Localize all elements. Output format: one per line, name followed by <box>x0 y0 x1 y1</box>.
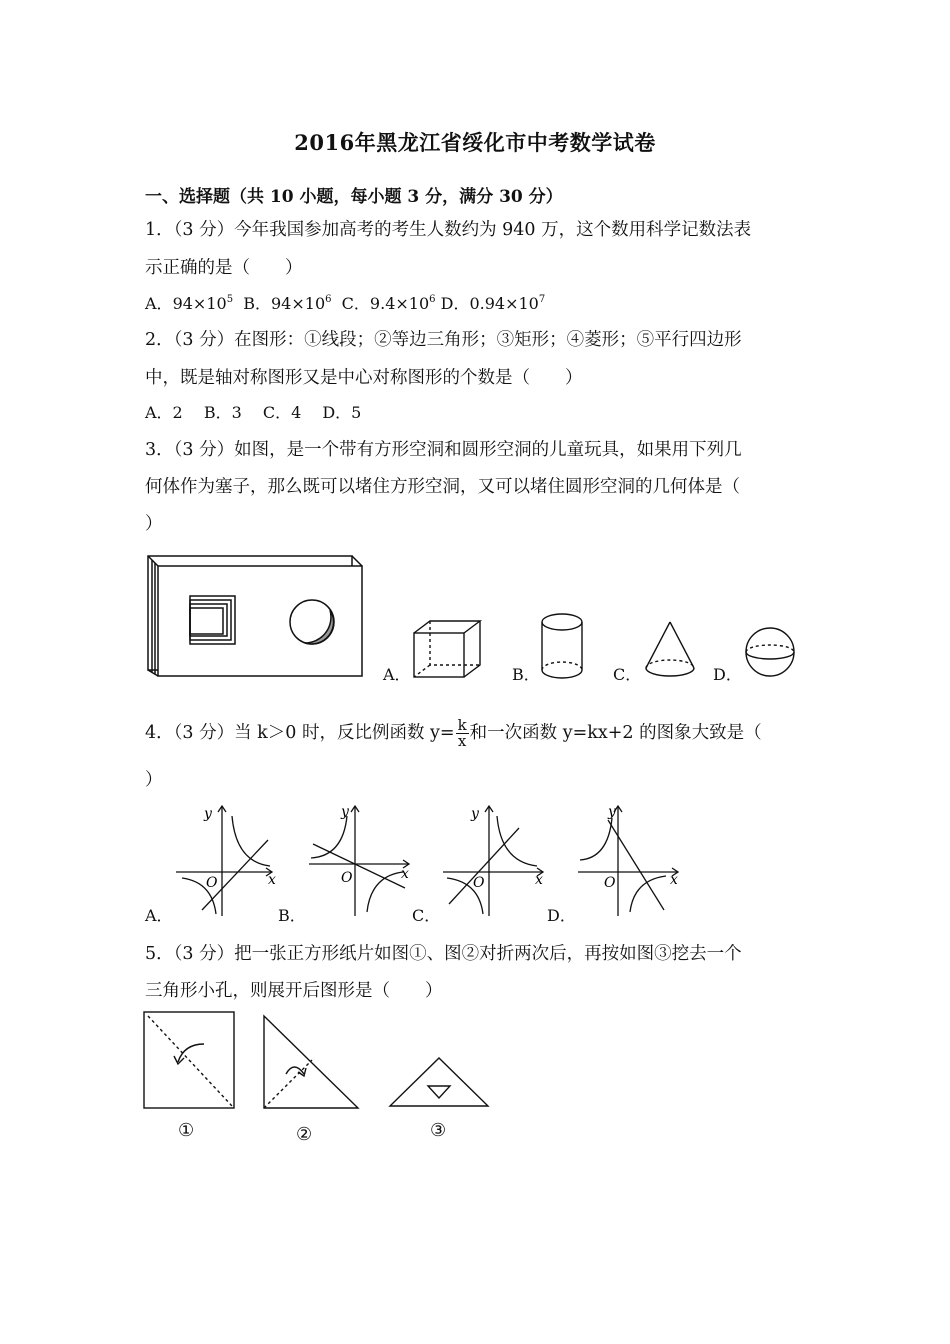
q3-option-b: B． <box>512 665 540 684</box>
q5-text-line1: 5．（3 分）把一张正方形纸片如图①、图②对折两次后，再按如图③挖去一个 <box>145 944 742 964</box>
axis-x-label-c: x <box>535 872 543 888</box>
fold-step-1-figure <box>140 1008 240 1114</box>
q4-graph-d <box>574 800 684 918</box>
q4-graph-a <box>172 800 282 918</box>
q1-text-line1: 1．（3 分）今年我国参加高考的考生人数约为 940 万，这个数用科学记数法表 <box>145 220 752 240</box>
toy-board-figure <box>140 552 370 682</box>
axis-x-label-b: x <box>401 866 409 882</box>
q5-text-line2: 三角形小孔，则展开后图形是（ ） <box>145 981 443 1001</box>
axis-y-label-d: y <box>608 804 616 820</box>
figure-label-2: ② <box>296 1124 313 1145</box>
q2-text-line2: 中，既是轴对称图形又是中心对称图形的个数是（ ） <box>145 368 583 388</box>
origin-label-c: O <box>473 875 485 891</box>
q3-text-line3: ） <box>145 514 163 534</box>
q1-option-d: D．$0.94\times 10^7$ <box>440 294 546 313</box>
q4-option-c: C． <box>412 906 441 925</box>
sphere-icon <box>741 624 799 680</box>
q3-option-d: D． <box>713 665 742 684</box>
q3-option-a: A． <box>383 665 411 684</box>
axis-y-label-a: y <box>204 806 212 822</box>
cone-icon <box>642 618 700 680</box>
q1-options <box>145 291 545 314</box>
q3-text-line1: 3．（3 分）如图，是一个带有方形空洞和圆形空洞的儿童玩具，如果用下列几 <box>145 440 742 460</box>
q4-option-b: B． <box>278 906 306 925</box>
q1-option-a: A．$94\times 10^5$ <box>145 294 234 313</box>
cylinder-icon <box>538 610 588 682</box>
fold-step-3-figure <box>386 1054 492 1110</box>
axis-y-label-c: y <box>471 806 479 822</box>
q4-graph-c <box>439 800 549 918</box>
origin-label-b: O <box>341 870 353 886</box>
q4-text-line1: 4．（3 分）当 k＞0 时，反比例函数 y= $\frac{k}{x}$ 和一次函数 y=kx+2 的图象大致是（ <box>145 716 762 750</box>
fraction-k-over-x: $\frac{k}{x}$ <box>457 716 467 750</box>
origin-label-d: O <box>604 875 616 891</box>
q1-text-line2: 示正确的是（ ） <box>145 258 303 278</box>
axis-x-label-a: x <box>268 872 276 888</box>
figure-label-1: ① <box>178 1120 195 1141</box>
q3-option-c: C． <box>613 665 642 684</box>
q4-text-line2: ） <box>145 770 163 790</box>
q2-options: A．2 B．3 C．4 D．5 <box>145 403 362 422</box>
fold-step-2-figure <box>258 1012 366 1112</box>
q1-option-b: B．$94\times 10^6$ <box>243 294 332 313</box>
axis-x-label-d: x <box>670 872 678 888</box>
q4-option-d: D． <box>547 906 576 925</box>
axis-y-label-b: y <box>341 804 349 820</box>
q4-option-a: A． <box>145 906 173 925</box>
q2-text-line1: 2．（3 分）在图形：①线段；②等边三角形；③矩形；④菱形；⑤平行四边形 <box>145 330 742 350</box>
figure-label-3: ③ <box>430 1120 447 1141</box>
cube-icon <box>408 617 484 681</box>
q1-option-c: C．$9.4\times 10^6$ <box>341 294 436 313</box>
page-title: 2016年黑龙江省绥化市中考数学试卷 <box>294 130 656 155</box>
section-heading: 一、选择题（共 10 小题，每小题 3 分，满分 30 分） <box>145 187 563 207</box>
q4-graph-b <box>305 800 415 918</box>
origin-label-a: O <box>206 875 218 891</box>
q3-text-line2: 何体作为塞子，那么既可以堵住方形空洞，又可以堵住圆形空洞的几何体是（ <box>145 477 740 497</box>
